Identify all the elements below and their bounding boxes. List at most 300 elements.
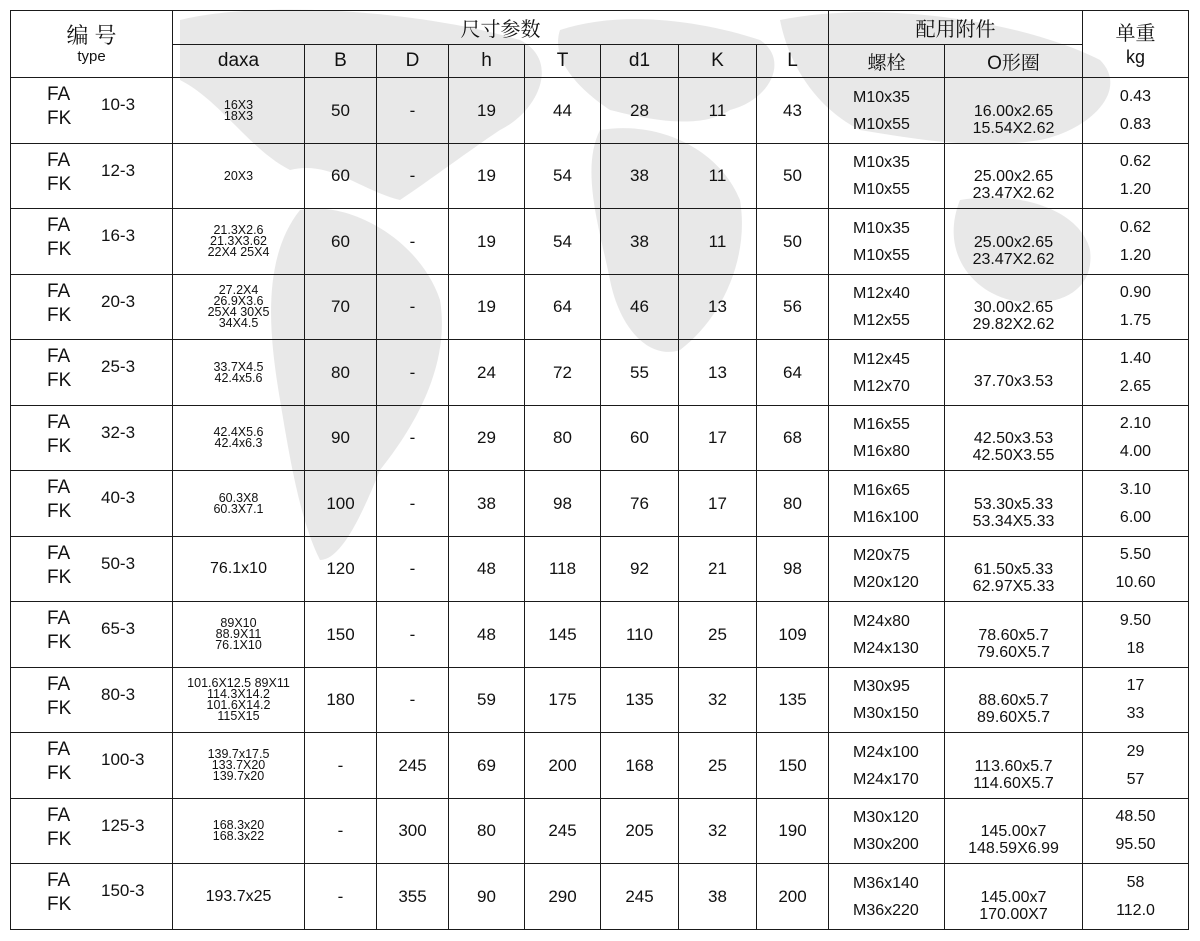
- oring-cell: [945, 536, 1083, 602]
- weight-value: 1.20: [1119, 181, 1152, 199]
- type-code: 100-3: [101, 750, 145, 770]
- bolt-value: M12x40: [853, 285, 910, 303]
- oring-value: 114.60X5.7: [973, 774, 1054, 792]
- cell-h: 48: [449, 536, 525, 602]
- oring-value: 16.00x2.65: [973, 102, 1054, 120]
- oring-value: 79.60X5.7: [977, 643, 1050, 661]
- col-header-daxa: daxa: [173, 44, 305, 78]
- col-header-b: B: [305, 44, 377, 78]
- weight-value: 0.90: [1119, 284, 1152, 302]
- bolt-cell: [829, 798, 945, 864]
- cell-k: 13: [679, 274, 757, 340]
- table-row: [11, 864, 1189, 930]
- oring-cell: [945, 143, 1083, 209]
- bolt-cell: [829, 340, 945, 406]
- bolt-value: M24x170: [853, 770, 919, 788]
- type-cell: [11, 602, 173, 668]
- daxa-value: 168.3x20: [212, 818, 265, 833]
- col-header-l: L: [757, 44, 829, 78]
- weight-value: 1.20: [1119, 246, 1152, 264]
- cell-l: 150: [757, 733, 829, 799]
- oring-cell: [945, 602, 1083, 668]
- bolt-value: M16x65: [853, 481, 910, 499]
- weight-cell: [1083, 209, 1189, 275]
- oring-value: 37.70x3.53: [973, 373, 1054, 391]
- cell-b: 60: [305, 209, 377, 275]
- oring-value: 42.50X3.55: [972, 447, 1055, 465]
- bolt-cell: [829, 536, 945, 602]
- weight-cell: [1083, 274, 1189, 340]
- daxa-value: 76.1X10: [215, 638, 262, 653]
- cell-t: 200: [525, 733, 601, 799]
- oring-cell: [945, 209, 1083, 275]
- accessories-header: 配用附件: [829, 11, 1083, 45]
- cell-d1: 76: [601, 471, 679, 537]
- type-cell: [11, 143, 173, 209]
- cell-d1: 28: [601, 78, 679, 144]
- weight-cell: [1083, 667, 1189, 733]
- bolt-cell: [829, 274, 945, 340]
- oring-value: 53.30x5.33: [973, 495, 1054, 513]
- daxa-cell: [173, 667, 305, 733]
- type-code: 20-3: [101, 291, 136, 311]
- daxa-value: 139.7x17.5: [207, 747, 270, 762]
- oring-value: 170.00X7: [979, 905, 1048, 923]
- cell-b: 90: [305, 405, 377, 471]
- bolt-value: M12x45: [853, 350, 910, 368]
- cell-b: 60: [305, 143, 377, 209]
- type-cell: [11, 667, 173, 733]
- daxa-value: 26.9X3.6: [213, 294, 264, 309]
- type-header: [11, 11, 173, 78]
- cell-d: -: [377, 143, 449, 209]
- oring-value: 30.00x2.65: [973, 299, 1054, 317]
- cell-l: 135: [757, 667, 829, 733]
- oring-value: 23.47X2.62: [972, 185, 1055, 203]
- cell-d: -: [377, 78, 449, 144]
- weight-value: 0.62: [1119, 153, 1152, 171]
- type-code: 32-3: [101, 422, 136, 442]
- bolt-value: M24x100: [853, 743, 919, 761]
- cell-d: -: [377, 209, 449, 275]
- cell-h: 19: [449, 274, 525, 340]
- weight-value: 29: [1126, 742, 1145, 760]
- cell-d1: 38: [601, 143, 679, 209]
- oring-cell: [945, 733, 1083, 799]
- bolt-value: M10x35: [853, 219, 910, 237]
- oring-value: 88.60x5.7: [978, 692, 1049, 710]
- daxa-value: 42.4X5.6: [213, 425, 264, 440]
- type-fa: FA: [47, 477, 71, 499]
- bolt-cell: [829, 78, 945, 144]
- daxa-value: 89X10: [220, 616, 257, 631]
- col-header-h: h: [449, 44, 525, 78]
- type-cell: [11, 471, 173, 537]
- cell-k: 11: [679, 209, 757, 275]
- table-row: [11, 471, 1189, 537]
- weight-value: 6.00: [1119, 508, 1152, 526]
- bolt-value: M30x120: [853, 809, 919, 827]
- cell-d1: 60: [601, 405, 679, 471]
- type-fk: FK: [47, 632, 72, 654]
- oring-cell: [945, 78, 1083, 144]
- cell-l: 50: [757, 143, 829, 209]
- daxa-value: 114.3X14.2: [206, 687, 271, 702]
- weight-value: 112.0: [1116, 901, 1155, 919]
- cell-d: -: [377, 536, 449, 602]
- type-fk: FK: [47, 697, 72, 719]
- oring-value: 42.50x3.53: [973, 430, 1054, 448]
- daxa-value: 101.6X12.5 89X11: [187, 676, 290, 691]
- weight-value: 5.50: [1119, 546, 1152, 564]
- cell-d: 300: [377, 798, 449, 864]
- type-fa: FA: [47, 84, 71, 106]
- weight-cell: [1083, 340, 1189, 406]
- cell-h: 19: [449, 209, 525, 275]
- cell-d1: 55: [601, 340, 679, 406]
- cell-b: 120: [305, 536, 377, 602]
- table-row: [11, 405, 1189, 471]
- daxa-cell: [173, 798, 305, 864]
- daxa-cell: [173, 143, 305, 209]
- weight-value: 2.10: [1119, 415, 1152, 433]
- weight-cell: [1083, 798, 1189, 864]
- daxa-value: 25X4 30X5: [207, 305, 270, 320]
- daxa-value: 115X15: [217, 709, 260, 724]
- weight-value: 0.43: [1119, 87, 1152, 105]
- oring-value: 89.60X5.7: [977, 709, 1050, 727]
- type-fk: FK: [47, 501, 72, 523]
- bolt-value: M16x55: [853, 416, 910, 434]
- type-fk: FK: [47, 828, 72, 850]
- col-header-d1: d1: [601, 44, 679, 78]
- cell-d1: 38: [601, 209, 679, 275]
- bolt-cell: [829, 864, 945, 930]
- weight-value: 3.10: [1119, 480, 1152, 498]
- cell-k: 32: [679, 798, 757, 864]
- cell-b: 180: [305, 667, 377, 733]
- table-row: [11, 667, 1189, 733]
- table-row: [11, 733, 1189, 799]
- bolt-cell: [829, 143, 945, 209]
- weight-value: 1.75: [1119, 312, 1152, 330]
- weight-value: 10.60: [1115, 574, 1156, 592]
- bolt-cell: [829, 602, 945, 668]
- cell-h: 29: [449, 405, 525, 471]
- oring-value: 148.59X6.99: [968, 840, 1059, 858]
- weight-label: 单重: [1115, 23, 1156, 46]
- oring-cell: [945, 274, 1083, 340]
- type-code: 40-3: [101, 488, 136, 508]
- daxa-cell: [173, 602, 305, 668]
- oring-value: 25.00x2.65: [973, 233, 1054, 251]
- daxa-value: 88.9X11: [215, 627, 262, 642]
- header-row-top: [11, 11, 1189, 45]
- cell-h: 59: [449, 667, 525, 733]
- weight-cell: [1083, 733, 1189, 799]
- bolt-cell: [829, 209, 945, 275]
- cell-l: 200: [757, 864, 829, 930]
- daxa-value: 101.6X14.2: [206, 698, 271, 713]
- daxa-cell: [173, 78, 305, 144]
- oring-value: 53.34X5.33: [972, 512, 1055, 530]
- type-cell: [11, 274, 173, 340]
- bolt-value: M10x55: [853, 246, 910, 264]
- cell-h: 48: [449, 602, 525, 668]
- bolt-value: M36x140: [853, 874, 919, 892]
- daxa-value: 42.4x5.6: [214, 370, 263, 385]
- daxa-value: 18X3: [223, 108, 254, 123]
- table-row: [11, 602, 1189, 668]
- type-code: 25-3: [101, 357, 136, 377]
- cell-t: 72: [525, 340, 601, 406]
- cell-k: 13: [679, 340, 757, 406]
- oring-value: 113.60x5.7: [974, 757, 1053, 775]
- daxa-value: 22X4 25X4: [207, 245, 270, 260]
- cell-d1: 168: [601, 733, 679, 799]
- oring-value: 25.00x2.65: [973, 168, 1054, 186]
- oring-value: 78.60x5.7: [978, 626, 1049, 644]
- bolt-value: M24x80: [853, 612, 910, 630]
- weight-cell: [1083, 143, 1189, 209]
- type-code: 125-3: [101, 815, 145, 835]
- cell-d: -: [377, 274, 449, 340]
- type-fa: FA: [47, 346, 71, 368]
- type-fk: FK: [47, 108, 72, 130]
- type-fa: FA: [47, 280, 71, 302]
- oring-value: 61.50x5.33: [973, 561, 1054, 579]
- daxa-value: 21.3X3.62: [210, 234, 267, 249]
- table-row: [11, 78, 1189, 144]
- weight-cell: [1083, 864, 1189, 930]
- bolt-cell: [829, 667, 945, 733]
- oring-cell: [945, 471, 1083, 537]
- daxa-value: 33.7X4.5: [213, 359, 264, 374]
- cell-b: 50: [305, 78, 377, 144]
- cell-h: 90: [449, 864, 525, 930]
- cell-t: 118: [525, 536, 601, 602]
- cell-l: 80: [757, 471, 829, 537]
- weight-header: [1083, 11, 1189, 78]
- bolt-value: M12x55: [853, 312, 910, 330]
- col-header-oring: O形圈: [945, 44, 1083, 78]
- cell-k: 11: [679, 78, 757, 144]
- dimensions-header: 尺寸参数: [173, 11, 829, 45]
- daxa-cell: [173, 536, 305, 602]
- bolt-value: M16x80: [853, 443, 910, 461]
- oring-value: 145.00x7: [980, 823, 1047, 841]
- cell-k: 38: [679, 864, 757, 930]
- cell-k: 32: [679, 667, 757, 733]
- type-code: 12-3: [101, 160, 136, 180]
- type-fk: FK: [47, 370, 72, 392]
- bolt-value: M10x55: [853, 115, 910, 133]
- type-code: 10-3: [101, 95, 136, 115]
- cell-d1: 46: [601, 274, 679, 340]
- type-fa: FA: [47, 542, 71, 564]
- bolt-value: M36x220: [853, 901, 919, 919]
- daxa-value: 42.4x6.3: [214, 436, 263, 451]
- oring-cell: [945, 798, 1083, 864]
- col-header-bolt: 螺栓: [829, 44, 945, 78]
- type-cell: [11, 405, 173, 471]
- daxa-value: 133.7X20: [211, 758, 266, 773]
- cell-d1: 205: [601, 798, 679, 864]
- type-fk: FK: [47, 566, 72, 588]
- cell-d: 245: [377, 733, 449, 799]
- type-fa: FA: [47, 411, 71, 433]
- cell-d1: 135: [601, 667, 679, 733]
- type-cell: [11, 340, 173, 406]
- weight-cell: [1083, 405, 1189, 471]
- cell-d: -: [377, 405, 449, 471]
- weight-cell: [1083, 471, 1189, 537]
- bolt-value: M30x95: [853, 678, 910, 696]
- cell-t: 44: [525, 78, 601, 144]
- cell-d: -: [377, 340, 449, 406]
- weight-value: 0.83: [1119, 115, 1152, 133]
- type-cell: [11, 864, 173, 930]
- daxa-value: 27.2X4: [218, 283, 259, 298]
- cell-b: 100: [305, 471, 377, 537]
- cell-t: 245: [525, 798, 601, 864]
- cell-k: 11: [679, 143, 757, 209]
- table-row: [11, 143, 1189, 209]
- daxa-cell: [173, 864, 305, 930]
- type-fk: FK: [47, 304, 72, 326]
- cell-t: 80: [525, 405, 601, 471]
- daxa-value: 139.7x20: [212, 769, 265, 784]
- type-fa: FA: [47, 149, 71, 171]
- daxa-cell: [173, 733, 305, 799]
- bolt-cell: [829, 471, 945, 537]
- daxa-cell: [173, 209, 305, 275]
- spec-table: [10, 10, 1189, 930]
- cell-k: 17: [679, 405, 757, 471]
- cell-h: 38: [449, 471, 525, 537]
- bolt-cell: [829, 733, 945, 799]
- weight-cell: [1083, 78, 1189, 144]
- weight-cell: [1083, 536, 1189, 602]
- cell-d1: 110: [601, 602, 679, 668]
- cell-b: 150: [305, 602, 377, 668]
- header-row-columns: [11, 44, 1189, 78]
- cell-t: 175: [525, 667, 601, 733]
- type-code: 50-3: [101, 553, 136, 573]
- table-body: [11, 78, 1189, 930]
- weight-value: 18: [1126, 639, 1145, 657]
- cell-l: 68: [757, 405, 829, 471]
- weight-value: 33: [1126, 705, 1145, 723]
- weight-value: 1.40: [1119, 349, 1152, 367]
- cell-t: 98: [525, 471, 601, 537]
- daxa-value: 76.1x10: [210, 560, 267, 578]
- cell-t: 54: [525, 143, 601, 209]
- cell-l: 109: [757, 602, 829, 668]
- cell-b: -: [305, 733, 377, 799]
- oring-value: 145.00x7: [980, 888, 1047, 906]
- type-fk: FK: [47, 239, 72, 261]
- cell-d: 355: [377, 864, 449, 930]
- type-fk: FK: [47, 173, 72, 195]
- cell-k: 21: [679, 536, 757, 602]
- type-fk: FK: [47, 894, 72, 916]
- type-code: 16-3: [101, 226, 136, 246]
- type-fa: FA: [47, 870, 71, 892]
- type-cell: [11, 209, 173, 275]
- type-cell: [11, 733, 173, 799]
- cell-l: 190: [757, 798, 829, 864]
- type-sub-label: type: [77, 48, 106, 66]
- bolt-value: M30x200: [853, 836, 919, 854]
- type-fk: FK: [47, 763, 72, 785]
- weight-value: 58: [1126, 873, 1145, 891]
- bolt-value: M12x70: [853, 377, 910, 395]
- bolt-value: M10x35: [853, 154, 910, 172]
- cell-l: 56: [757, 274, 829, 340]
- table-row: [11, 209, 1189, 275]
- cell-b: 80: [305, 340, 377, 406]
- daxa-value: 60.3X8: [218, 490, 259, 505]
- weight-value: 0.62: [1119, 218, 1152, 236]
- cell-b: -: [305, 798, 377, 864]
- cell-h: 24: [449, 340, 525, 406]
- cell-t: 54: [525, 209, 601, 275]
- weight-cell: [1083, 602, 1189, 668]
- weight-unit: kg: [1125, 47, 1145, 68]
- bolt-value: M16x100: [853, 508, 919, 526]
- cell-t: 145: [525, 602, 601, 668]
- weight-value: 48.50: [1115, 808, 1156, 826]
- cell-h: 19: [449, 143, 525, 209]
- table-row: [11, 340, 1189, 406]
- weight-value: 57: [1126, 770, 1145, 788]
- cell-h: 69: [449, 733, 525, 799]
- daxa-value: 34X4.5: [218, 316, 259, 331]
- cell-l: 64: [757, 340, 829, 406]
- bolt-value: M10x55: [853, 181, 910, 199]
- bolt-value: M24x130: [853, 639, 919, 657]
- type-fk: FK: [47, 435, 72, 457]
- weight-value: 2.65: [1119, 377, 1152, 395]
- oring-value: 29.82X2.62: [972, 316, 1055, 334]
- cell-d: -: [377, 602, 449, 668]
- type-label: 编 号: [66, 23, 117, 49]
- cell-h: 80: [449, 798, 525, 864]
- table-row: [11, 536, 1189, 602]
- daxa-value: 168.3x22: [212, 829, 265, 844]
- cell-k: 25: [679, 733, 757, 799]
- cell-l: 50: [757, 209, 829, 275]
- type-fa: FA: [47, 215, 71, 237]
- oring-value: 15.54X2.62: [972, 119, 1055, 137]
- oring-cell: [945, 340, 1083, 406]
- type-fa: FA: [47, 673, 71, 695]
- daxa-cell: [173, 405, 305, 471]
- type-fa: FA: [47, 739, 71, 761]
- table-row: [11, 798, 1189, 864]
- type-cell: [11, 798, 173, 864]
- bolt-value: M10x35: [853, 88, 910, 106]
- type-code: 150-3: [101, 881, 145, 901]
- table-row: [11, 274, 1189, 340]
- type-fa: FA: [47, 608, 71, 630]
- type-code: 80-3: [101, 684, 136, 704]
- oring-cell: [945, 405, 1083, 471]
- daxa-value: 16X3: [223, 97, 254, 112]
- oring-cell: [945, 864, 1083, 930]
- oring-value: 62.97X5.33: [972, 578, 1055, 596]
